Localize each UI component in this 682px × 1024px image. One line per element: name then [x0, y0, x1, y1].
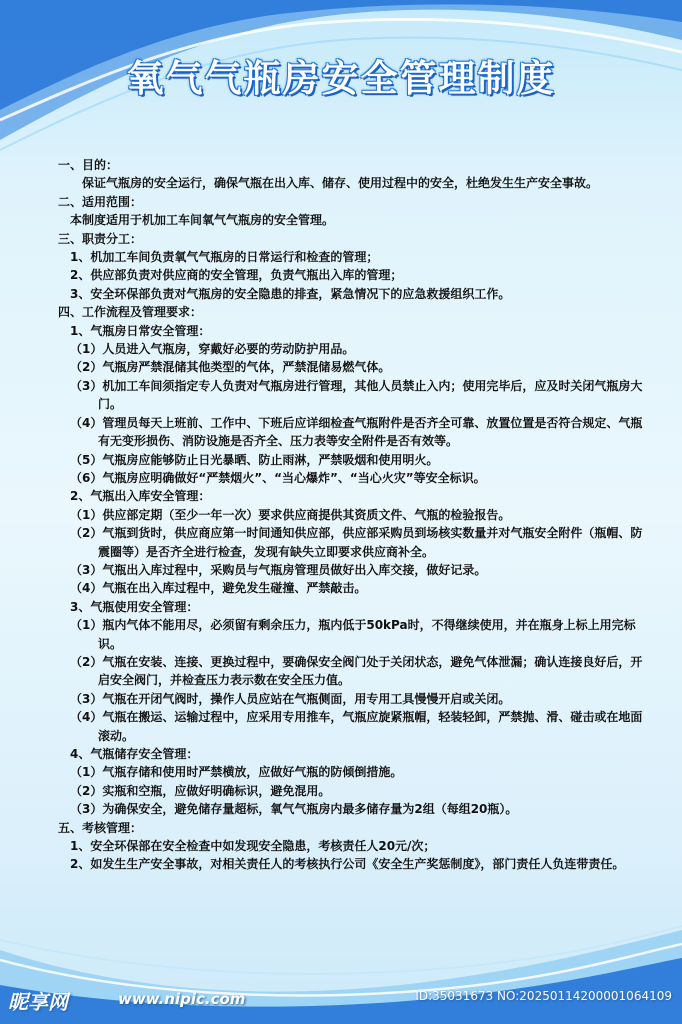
list-item: （2）气瓶在安装、连接、更换过程中，要确保安全阀门处于关闭状态，避免气体泄漏；确认连接良好后，开启安全阀门，并检查压力表示数在安全压力值。 [70, 654, 643, 688]
list-item: 2、如发生生产安全事故，对相关责任人的考核执行公司《安全生产奖惩制度》，部门责任人负连带责任。 [70, 857, 625, 872]
section-paragraph: 保证气瓶房的安全运行，确保气瓶在出入库、储存、使用过程中的安全，杜绝发生生产安全事故。 [82, 176, 599, 191]
list-item: （3）气瓶出入库过程中，采购员与气瓶房管理员做好出入库交接，做好记录。 [70, 562, 487, 577]
list-item: （1）供应部定期（至少一年一次）要求供应商提供其资质文件、气瓶的检验报告。 [70, 507, 511, 522]
subsection-heading: 3、气瓶使用安全管理： [70, 599, 199, 614]
list-item: （2）实瓶和空瓶，应做好明确标识，避免混用。 [70, 783, 331, 798]
list-item: （3）气瓶在开闭气阀时，操作人员应站在气瓶侧面，用专用工具慢慢开启或关闭。 [70, 691, 511, 706]
section-heading: 三、职责分工： [58, 231, 143, 246]
list-item: （1）气瓶存储和使用时严禁横放，应做好气瓶的防倾倒措施。 [70, 765, 403, 780]
section-paragraph: 本制度适用于机加工车间氧气气瓶房的安全管理。 [70, 213, 335, 228]
image-id-text: ID:35031673 NO:20250114200001064109 [415, 989, 672, 1003]
list-item: （6）气瓶房应明确做好“严禁烟火”、“当心爆炸”、“当心火灾”等安全标识。 [70, 470, 486, 485]
regulation-body [58, 156, 648, 874]
list-item: （3）为确保安全，避免储存量超标，氧气气瓶房内最多储存量为2组（每组20瓶）。 [70, 802, 518, 817]
list-item: （2）气瓶房严禁混储其他类型的气体，严禁混储易燃气体。 [70, 360, 391, 375]
section-heading: 四、工作流程及管理要求： [58, 305, 203, 320]
list-item: （1）人员进入气瓶房，穿戴好必要的劳动防护用品。 [70, 342, 355, 357]
list-item: （1）瓶内气体不能用尽，必须留有剩余压力，瓶内低于50kPa时，不得继续使用，并在瓶身上标上用完标识。 [70, 618, 636, 651]
list-item: （2）气瓶到货时，供应商应第一时间通知供应部，供应部采购员到场核实数量并对气瓶安全附件（瓶帽、防震圈等）是否齐全进行检查，发现有缺失立即要求供应商补全。 [70, 526, 643, 559]
subsection-heading: 2、气瓶出入库安全管理： [70, 489, 211, 504]
subsection-heading: 1、气瓶房日常安全管理： [70, 323, 211, 338]
list-item: （3）机加工车间须指定专人负责对气瓶房进行管理，其他人员禁止入内；使用完毕后，应及时关闭气瓶房大门。 [70, 378, 643, 412]
list-item: （4）气瓶在搬运、运输过程中，应采用专用推车，气瓶应旋紧瓶帽，轻装轻卸，严禁抛、滑、碰击或在地面滚动。 [70, 710, 643, 743]
section-heading: 一、目的： [58, 158, 119, 172]
list-item: 2、供应部负责对供应商的安全管理，负责气瓶出入库的管理； [70, 268, 403, 283]
watermark-url: www.nipic.com [118, 990, 246, 1008]
subsection-heading: 4、气瓶储存安全管理： [70, 747, 199, 761]
list-item: 1、安全环保部在安全检查中如发现安全隐患，考核责任人20元/次； [70, 839, 436, 854]
list-item: （4）气瓶在出入库过程中，避免发生碰撞、严禁敲击。 [70, 581, 367, 596]
section-heading: 五、考核管理： [58, 820, 143, 835]
list-item: 1、机加工车间负责氧气气瓶房的日常运行和检查的管理； [70, 250, 379, 265]
list-item: （5）气瓶房应能够防止日光暴晒、防止雨淋，严禁吸烟和使用明火。 [70, 452, 439, 467]
watermark-logo: 昵享网 [8, 990, 68, 1014]
list-item: 3、安全环保部负责对气瓶房的安全隐患的排查，紧急情况下的应急救援组织工作。 [70, 286, 511, 301]
section-heading: 二、适用范围： [58, 194, 143, 209]
page-title: 氧气气瓶房安全管理制度 [126, 57, 556, 100]
list-item: （4）管理员每天上班前、工作中、下班后应详细检查气瓶附件是否齐全可靠、放置位置是否符合规定、气瓶有无变形损伤、消防设施是否齐全、压力表等安全附件是否有效等。 [70, 415, 643, 449]
